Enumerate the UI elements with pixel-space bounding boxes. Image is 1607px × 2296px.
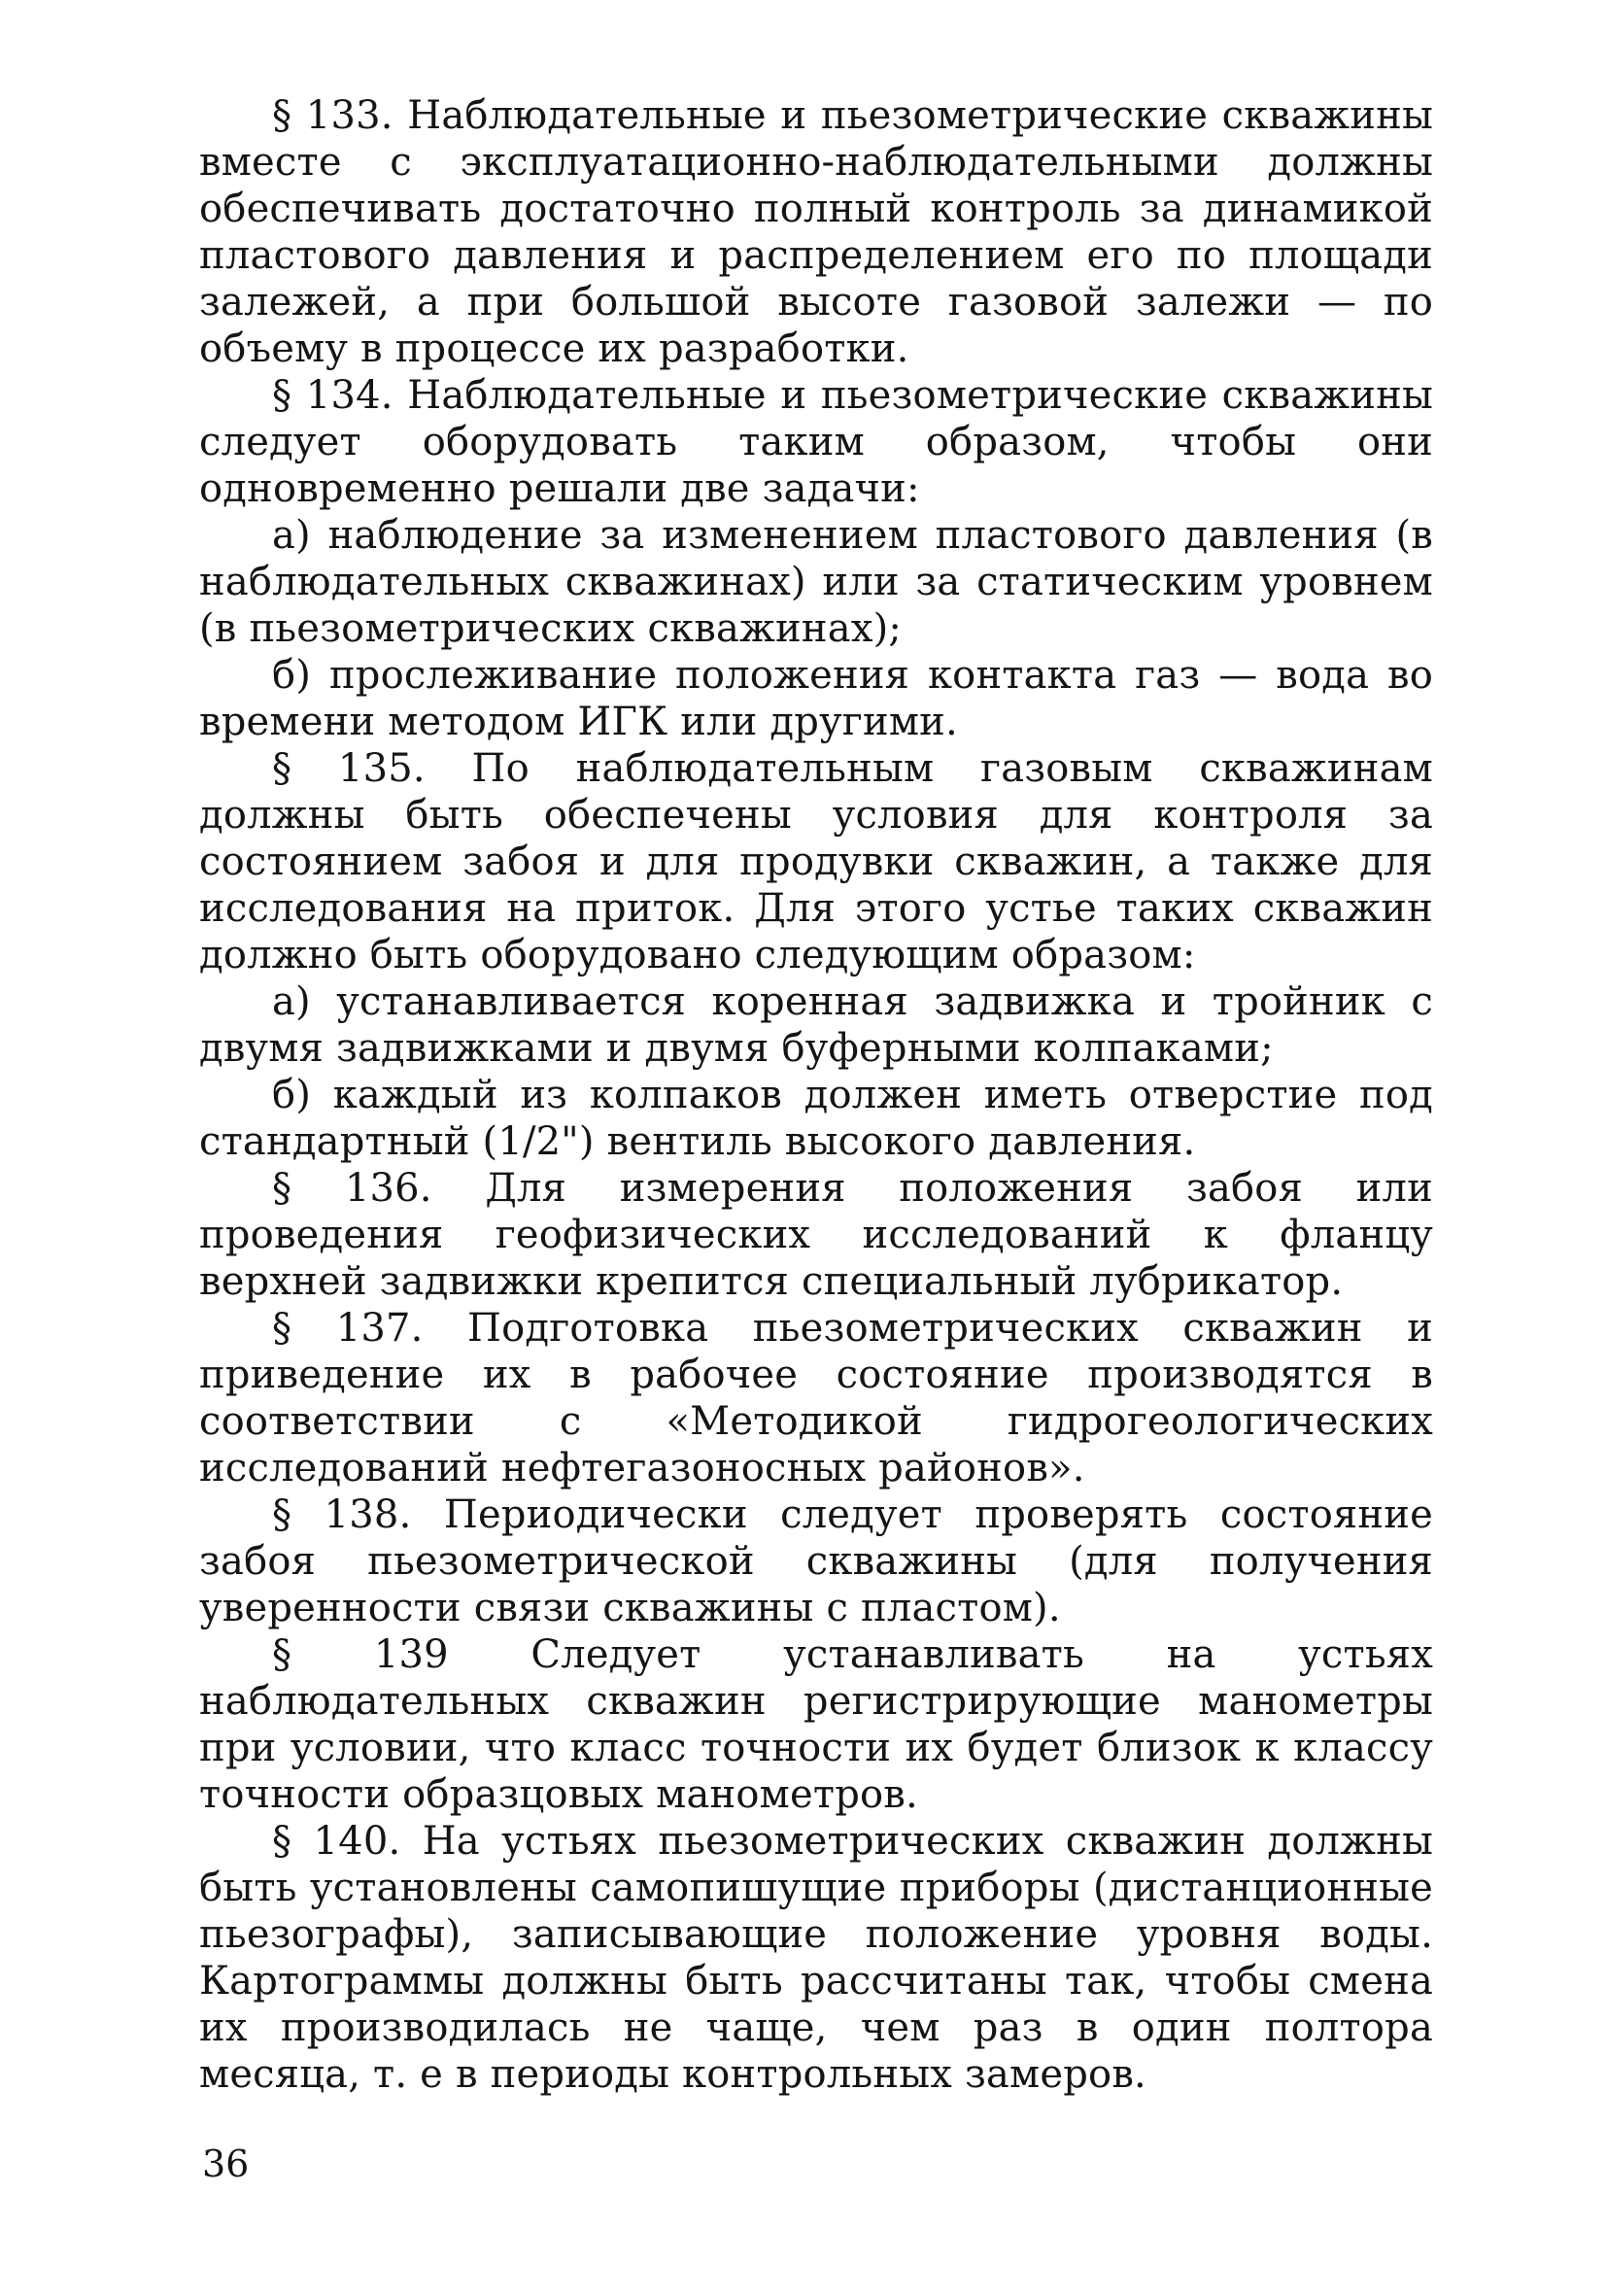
paragraph-137: § 137. Подготовка пьезометрических скважин и приведение их в рабочее состояние производятся в соответствии с «Методикой гидрогеологических исследований нефтегазоносных районов». <box>199 1306 1433 1491</box>
paragraph-134-item-b: б) прослеживание положения контакта газ — вода во времени методом ИГК или другими. <box>199 653 1433 744</box>
paragraph-135: § 135. По наблюдательным газовым скважинам должны быть обеспечены условия для контроля за состоянием забоя и для продувки скважин, а также для исследования на приток. Для этого устье таких скважин должно быть оборудовано следующим образом: <box>199 746 1433 977</box>
paragraph-134-item-a: а) наблюдение за изменением пластового давления (в наблюдательных скважинах) или за статическим уровнем (в пьезометрических скважинах); <box>199 513 1433 651</box>
paragraph-134: § 134. Наблюдательные и пьезометрические скважины следует оборудовать таким образом, чтобы они одновременно решали две задачи: <box>199 373 1433 511</box>
paragraph-135-item-b: б) каждый из колпаков должен иметь отверстие под стандартный (1/2") вентиль высокого давления. <box>199 1073 1433 1164</box>
paragraph-133: § 133. Наблюдательные и пьезометрические скважины вместе с эксплуатационно-наблюдательными должны обеспечивать достаточно полный контроль за динамикой пластового давления и распределением его по площади залежей, а при большой высоте газовой залежи — по объему в процессе их разработки. <box>199 93 1433 371</box>
paragraph-135-item-a: а) устанавливается коренная задвижка и тройник с двумя задвижками и двумя буферными колпаками; <box>199 979 1433 1071</box>
document-body <box>199 92 1433 2098</box>
paragraph-136: § 136. Для измерения положения забоя или проведения геофизических исследований к фланцу верхней задвижки крепится специальный лубрикатор. <box>199 1166 1433 1304</box>
paragraph-140: § 140. На устьях пьезометрических скважин должны быть установлены самопишущие приборы (дистанционные пьезографы), записывающие положение уровня воды. Картограммы должны быть рассчитаны так, чтобы смена их производилась не чаще, чем раз в один полтора месяца, т. е в периоды контрольных замеров. <box>199 1819 1433 2097</box>
page-number: 36 <box>202 2142 250 2185</box>
paragraph-138: § 138. Периодически следует проверять состояние забоя пьезометрической скважины (для получения уверенности связи скважины с пластом). <box>199 1492 1433 1630</box>
paragraph-139: § 139 Следует устанавливать на устьях наблюдательных скважин регистрирующие манометры при условии, что класс точности их будет близок к классу точности образцовых манометров. <box>199 1632 1433 1817</box>
